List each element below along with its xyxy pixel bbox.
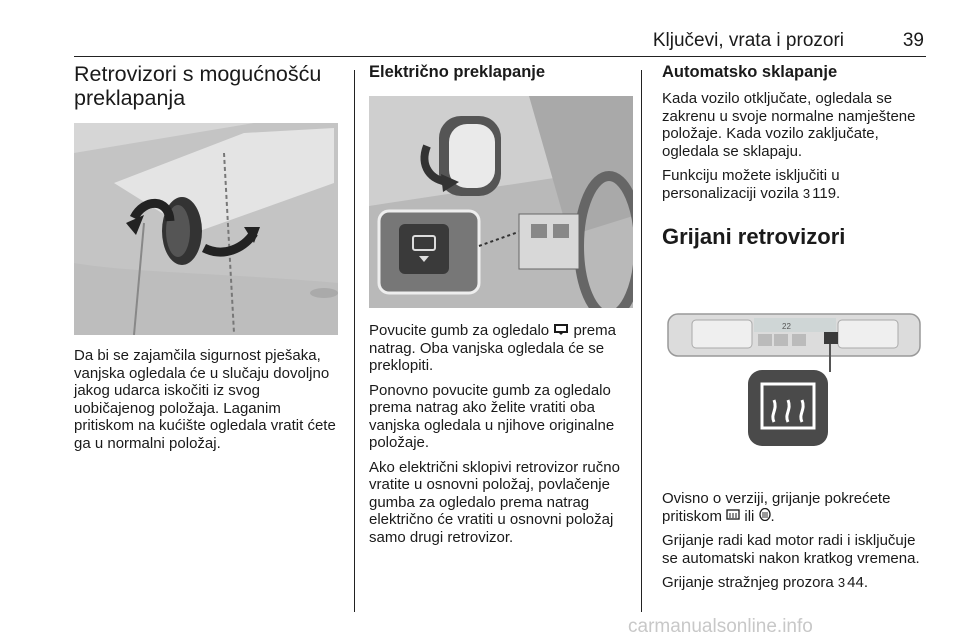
electric-folding-paragraph-2: Ponovno povucite gumb za ogledalo prema natrag ako želite vratiti oba vanjska ogledala u njihove originalne položaje. (369, 381, 615, 451)
column-divider-1 (354, 70, 355, 612)
heated-mirrors-paragraph-3 (662, 574, 926, 592)
column-3 (662, 62, 926, 250)
auto-folding-paragraph-2 (662, 167, 926, 202)
figure-heated-mirror-button (662, 296, 926, 472)
auto-folding-paragraph-1: Kada vozilo otključate, ogledala se zakrenu u svoje normalne namještene položaje. Kada vozilo zaključate, ogledala se sklapaju. (662, 90, 916, 160)
column-2-text (369, 322, 635, 553)
heated-rear-icon (726, 508, 740, 526)
figure-mirror-fold (74, 123, 338, 335)
watermark: carmanualsonline.info (628, 616, 813, 637)
column-1 (74, 62, 344, 110)
folding-mirrors-paragraph: Da bi se zajamčila sigurnost pješaka, vanjska ogledala će u slučaju dovoljno jakog udarca iskočiti iz svog uobičajenog položaja. Laganim pritiskom na kućište ogledala vratit ćete ga u normalni položaj. (74, 347, 336, 452)
section-heading-heated-mirrors: Grijani retrovizori (662, 224, 846, 249)
running-header-title: Ključevi, vrata i prozori (652, 30, 844, 51)
electric-folding-p1-a: Povucite gumb za ogledalo (369, 322, 550, 339)
section-heading-auto-folding: Automatsko sklapanje (662, 63, 838, 81)
section-heading-folding-mirrors: Retrovizori s mogućnošću preklapanja (74, 62, 322, 110)
section-heading-electric-folding: Električno preklapanje (369, 63, 546, 81)
heated-mirror-icon (759, 508, 771, 526)
electric-folding-p1-b: prema natrag. Oba vanjska ogledala će se preklopiti. (369, 322, 616, 374)
heated-mirrors-p5-ref: 44. (847, 574, 869, 591)
column-divider-2 (641, 70, 642, 612)
heated-mirrors-ili: ili (744, 507, 755, 525)
page-reference-icon: 3 (837, 575, 846, 590)
mirror-fold-icon (553, 322, 569, 340)
header-rule (74, 56, 926, 57)
heated-mirrors-p5-text: Grijanje stražnjeg prozora (662, 574, 834, 591)
heated-mirrors-p3-a: Ovisno o verziji, grijanje pokrećete pritiskom (662, 490, 891, 525)
column-2 (369, 62, 635, 82)
page-number: 39 (902, 30, 924, 51)
electric-folding-paragraph-1 (369, 322, 635, 375)
page-reference-icon: 3 (802, 185, 811, 201)
heated-mirrors-paragraph-2: Grijanje radi kad motor radi i isključuje se automatski nakon kratkog vremena. (662, 532, 920, 567)
auto-folding-p2-ref: 119. (812, 184, 841, 202)
heated-mirrors-paragraph-1: Ovisno o verziji, grijanje pokrećete pritiskom ili . (662, 490, 891, 525)
panel-display-readout: 22 (782, 322, 791, 331)
auto-folding-p2-text: Funkciju možete isključiti u personalizaciji vozila (662, 167, 840, 202)
column-1-text (74, 347, 344, 459)
column-3-text (662, 490, 926, 599)
figure-mirror-switch (369, 96, 633, 308)
electric-folding-paragraph-3: Ako električni sklopivi retrovizor ručno vratite u osnovni položaj, povlačenje gumba za ogledalo prema natrag električno će vratiti u osnovni položaj samo drugi retrovizor. (369, 458, 620, 546)
